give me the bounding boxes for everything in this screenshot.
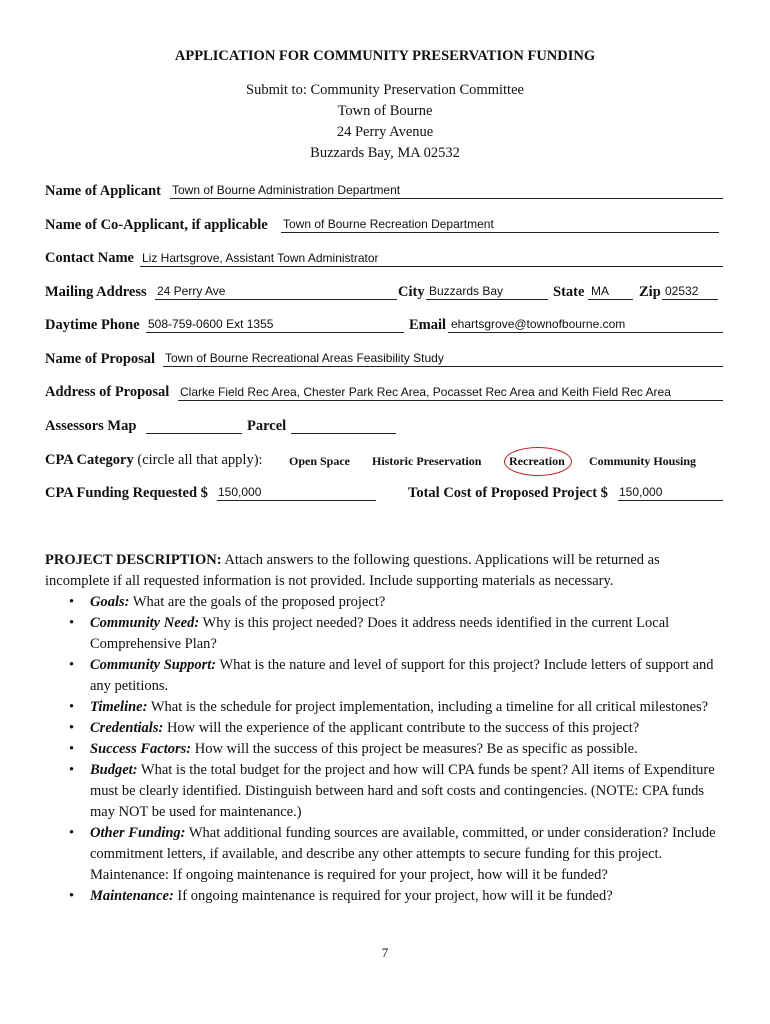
bullet-icon: • <box>69 594 75 610</box>
item-text: What is the schedule for project implementation, including a timeline for all critical milestones? <box>150 699 709 715</box>
selected-category-circle <box>504 447 572 476</box>
form-title: APPLICATION FOR COMMUNITY PRESERVATION FUNDING <box>174 48 596 64</box>
category-historic-preservation[interactable]: Historic Preservation <box>372 454 482 468</box>
applicant-label: Name of Applicant <box>45 183 161 199</box>
proposal-field[interactable] <box>163 350 723 367</box>
list-item <box>69 613 725 655</box>
category-hint: (circle all that apply): <box>137 452 263 468</box>
email-value: ehartsgrove@townofbourne.com <box>451 317 626 331</box>
description-heading: PROJECT DESCRIPTION: <box>45 552 222 568</box>
item-term: Goals: <box>90 594 130 610</box>
category-community-housing[interactable]: Community Housing <box>589 454 697 468</box>
coapplicant-value: Town of Bourne Recreation Department <box>283 217 494 231</box>
list-item <box>69 592 725 613</box>
bullet-icon: • <box>69 825 75 841</box>
submit-line: Submit to: Community Preservation Committee <box>246 82 524 98</box>
total-cost-value: 150,000 <box>619 485 663 499</box>
funding-field[interactable] <box>217 484 376 501</box>
bullet-icon: • <box>69 615 75 631</box>
mailing-label: Mailing Address <box>45 284 147 300</box>
project-description <box>45 550 725 907</box>
email-label: Email <box>409 317 447 333</box>
city-field[interactable] <box>426 283 548 300</box>
address-value: Clarke Field Rec Area, Chester Park Rec Area, Pocasset Rec Area and Keith Field Rec Area <box>180 385 671 399</box>
email-field[interactable] <box>448 316 723 333</box>
address-label: Address of Proposal <box>45 384 170 400</box>
item-term: Credentials: <box>90 720 164 736</box>
submit-line: Buzzards Bay, MA 02532 <box>310 145 460 161</box>
item-term: Success Factors: <box>90 741 192 757</box>
zip-value: 02532 <box>665 284 699 298</box>
mailing-field[interactable] <box>155 283 397 300</box>
applicant-field[interactable] <box>170 182 723 199</box>
description-intro <box>45 550 725 592</box>
city-value: Buzzards Bay <box>429 284 504 298</box>
funding-label: CPA Funding Requested $ <box>45 485 208 501</box>
list-item <box>69 823 725 886</box>
address-field[interactable] <box>178 384 723 401</box>
list-item <box>69 886 725 907</box>
contact-value: Liz Hartsgrove, Assistant Town Administrator <box>142 251 379 265</box>
assessors-field[interactable] <box>146 417 242 434</box>
phone-label: Daytime Phone <box>45 317 140 333</box>
parcel-label: Parcel <box>247 418 287 434</box>
coapplicant-field[interactable] <box>281 216 719 233</box>
phone-field[interactable] <box>146 316 404 333</box>
item-text: If ongoing maintenance is required for your project, how will it be funded? <box>177 888 613 904</box>
phone-value: 508-759-0600 Ext 1355 <box>148 317 274 331</box>
total-cost-label: Total Cost of Proposed Project $ <box>408 485 608 501</box>
category-recreation[interactable]: Recreation <box>509 454 565 468</box>
item-term: Community Need: <box>90 615 200 631</box>
list-item <box>69 718 725 739</box>
bullet-icon: • <box>69 741 75 757</box>
zip-label: Zip <box>639 284 661 300</box>
item-text: What is the total budget for the project and how will CPA funds be spent? All items of Expenditure must be clearly identified. Distinguish between hard and soft costs and contingencies. (NOTE: CPA funds may NOT be used for maintenance.) <box>90 762 715 820</box>
contact-label: Contact Name <box>45 250 134 266</box>
bullet-icon: • <box>69 888 75 904</box>
bullet-icon: • <box>69 699 75 715</box>
total-cost-field[interactable] <box>618 484 723 501</box>
contact-field[interactable] <box>140 250 723 267</box>
assessors-label: Assessors Map <box>45 418 137 434</box>
item-term: Community Support: <box>90 657 217 673</box>
mailing-value: 24 Perry Ave <box>157 284 226 298</box>
proposal-value: Town of Bourne Recreational Areas Feasibility Study <box>165 351 444 365</box>
bullet-icon: • <box>69 762 75 778</box>
item-term: Maintenance: <box>90 888 174 904</box>
question-list <box>45 592 725 907</box>
city-label: City <box>398 284 425 300</box>
bullet-icon: • <box>69 720 75 736</box>
proposal-label: Name of Proposal <box>45 351 156 367</box>
bullet-icon: • <box>69 657 75 673</box>
submit-line: 24 Perry Avenue <box>336 124 434 140</box>
list-item <box>69 760 725 823</box>
item-text: What is the nature and level of support for this project? Include letters of support and any petitions. <box>90 657 714 694</box>
submit-line: Town of Bourne <box>337 103 433 119</box>
category-label-text: CPA Category <box>45 452 134 468</box>
item-term: Timeline: <box>90 699 148 715</box>
state-field[interactable] <box>588 283 633 300</box>
list-item <box>69 655 725 697</box>
description-intro-text: Attach answers to the following questions. Applications will be returned as incomplete if all requested information is not provided. Include supporting materials as necessary. <box>45 552 660 589</box>
item-text: How will the experience of the applicant contribute to the success of this project? <box>166 720 640 736</box>
item-text: Why is this project needed? Does it address needs identified in the current Local Comprehensive Plan? <box>90 615 670 652</box>
list-item <box>69 697 725 718</box>
page-number: 7 <box>381 945 389 960</box>
category-label <box>45 452 263 469</box>
coapplicant-label: Name of Co-Applicant, if applicable <box>45 217 268 233</box>
item-text: What additional funding sources are available, committed, or under consideration? Include commitment letters, if available, and describe any other attempts to secure funding for this project. Maintenance: If ongoing maintenance is required for your project, how will it be funded? <box>90 825 716 883</box>
state-value: MA <box>591 284 609 298</box>
funding-value: 150,000 <box>218 485 262 499</box>
zip-field[interactable] <box>662 283 718 300</box>
category-open-space[interactable]: Open Space <box>289 454 351 468</box>
item-text: How will the success of this project be measures? Be as specific as possible. <box>194 741 638 757</box>
item-term: Budget: <box>90 762 138 778</box>
list-item <box>69 739 725 760</box>
state-label: State <box>553 284 585 300</box>
item-term: Other Funding: <box>90 825 186 841</box>
submit-address-block <box>0 80 770 164</box>
item-text: What are the goals of the proposed project? <box>132 594 386 610</box>
parcel-field[interactable] <box>291 417 396 434</box>
applicant-value: Town of Bourne Administration Department <box>172 183 401 197</box>
